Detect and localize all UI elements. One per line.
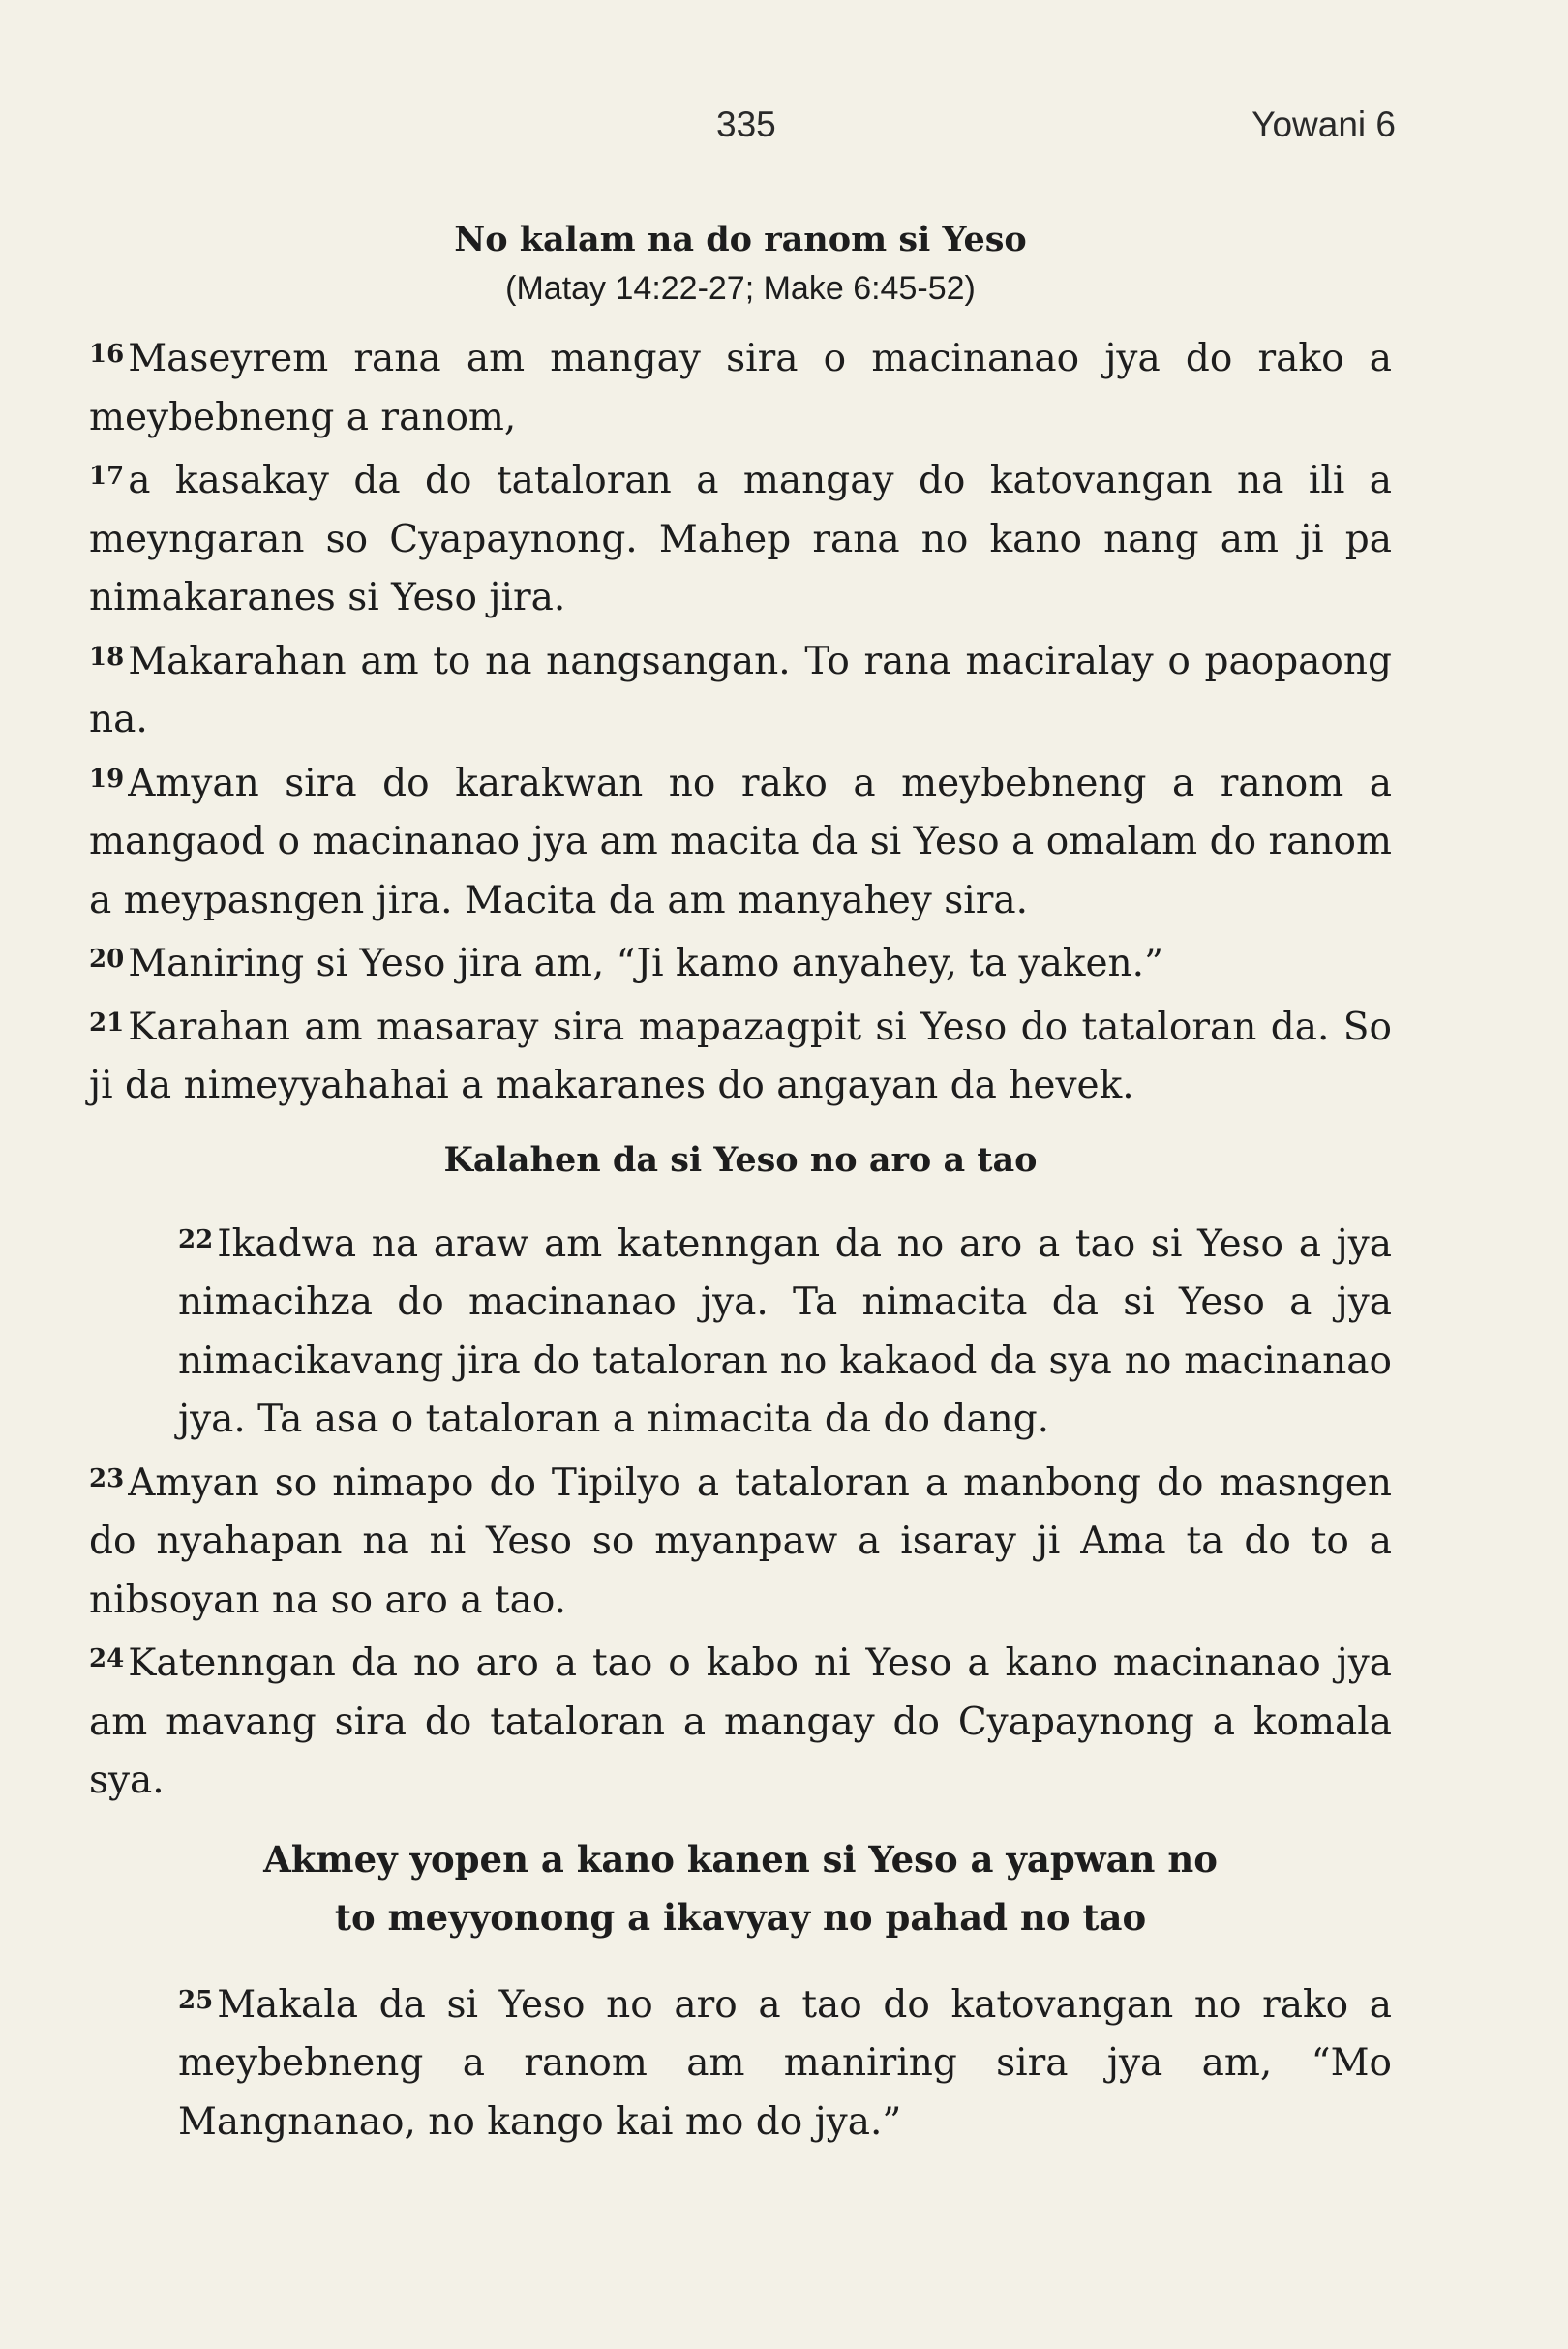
verse-text: Katenngan da no aro a tao o kabo ni Yeso a kano macinanao jya am mavang sira do tataloran a mangay do Cyapaynong a komala sya. [89, 1641, 1392, 1802]
page-header [0, 105, 1568, 153]
verse-text: Karahan am masaray sira mapazagpit si Yeso do tataloran da. So ji da nimeyyahahai a makaranes do angayan da hevek. [89, 1005, 1392, 1107]
page-content [89, 215, 1392, 2152]
verse [89, 750, 1392, 931]
section-heading-bread-of-life [89, 1830, 1392, 1946]
section-heading-line: Akmey yopen a kano kanen si Yeso a yapwan no [263, 1837, 1218, 1881]
verse-number: 24 [89, 1644, 125, 1673]
verse-number: 18 [89, 642, 125, 672]
section-heading-line: to meyyonong a ikavyay no pahad no tao [334, 1895, 1147, 1939]
verse-number: 16 [89, 340, 125, 369]
verse-text: Amyan so nimapo do Tipilyo a tataloran a manbong do masngen do nyahapan na ni Yeso so myanpaw a isaray ji Ama ta do to a nibsoyan na so aro a tao. [89, 1461, 1392, 1622]
verse [89, 1630, 1392, 1811]
verse [89, 1972, 1392, 2153]
verse-number: 17 [89, 462, 125, 491]
verse [89, 628, 1392, 750]
verse [89, 1211, 1392, 1450]
verse-number: 20 [89, 945, 125, 974]
verse-number: 23 [89, 1463, 125, 1493]
verse-text: Maniring si Yeso jira am, “Ji kamo anyahey, ta yaken.” [128, 942, 1164, 985]
running-head: Yowani 6 [1251, 105, 1396, 144]
verse [89, 930, 1392, 994]
verse-block-1 [89, 325, 1392, 1116]
section-heading-walking-on-water: No kalam na do ranom si Yeso [454, 220, 1027, 259]
verse [89, 994, 1392, 1116]
verse-number: 22 [178, 1224, 214, 1254]
verse-number: 25 [178, 1985, 214, 2015]
verse [89, 447, 1392, 628]
verse-block-2 [89, 1211, 1392, 1811]
verse [89, 325, 1392, 447]
verse-text: Makala da si Yeso no aro a tao do katovangan no rako a meybebneng a ranom am maniring sira jya am, “Mo Mangnanao, no kango kai mo do jya.” [178, 1982, 1392, 2144]
verse-text: Amyan sira do karakwan no rako a meybebneng a ranom a mangaod o macinanao jya am macita da si Yeso a omalam do ranom a meypasngen jira. Macita da am manyahey sira. [89, 761, 1392, 922]
verse [89, 1450, 1392, 1631]
verse-number: 21 [89, 1008, 125, 1038]
verse-text: Makarahan am to na nangsangan. To rana maciralay o paopaong na. [89, 639, 1392, 741]
verse-block-3 [89, 1972, 1392, 2153]
section-heading-crowd-seeks-jesus: Kalahen da si Yeso no aro a tao [443, 1139, 1038, 1180]
verse-text: Maseyrem rana am mangay sira o macinanao jya do rako a meybebneng a ranom, [89, 337, 1392, 439]
verse-text: Ikadwa na araw am katenngan da no aro a tao si Yeso a jya nimacihza do macinanao jya. Ta nimacita da si Yeso a jya nimacikavang jira do tataloran no kakaod da sya no macinanao jya. Ta asa o tataloran a nimacita da do dang. [178, 1221, 1392, 1441]
page-number: 335 [716, 105, 776, 144]
verse-number: 19 [89, 764, 125, 794]
verse-text: a kasakay da do tataloran a mangay do katovangan na ili a meyngaran so Cyapaynong. Mahep rana no kano nang am ji pa nimakaranes si Yeso jira. [89, 459, 1392, 619]
cross-reference: (Matay 14:22-27; Make 6:45-52) [505, 270, 976, 307]
